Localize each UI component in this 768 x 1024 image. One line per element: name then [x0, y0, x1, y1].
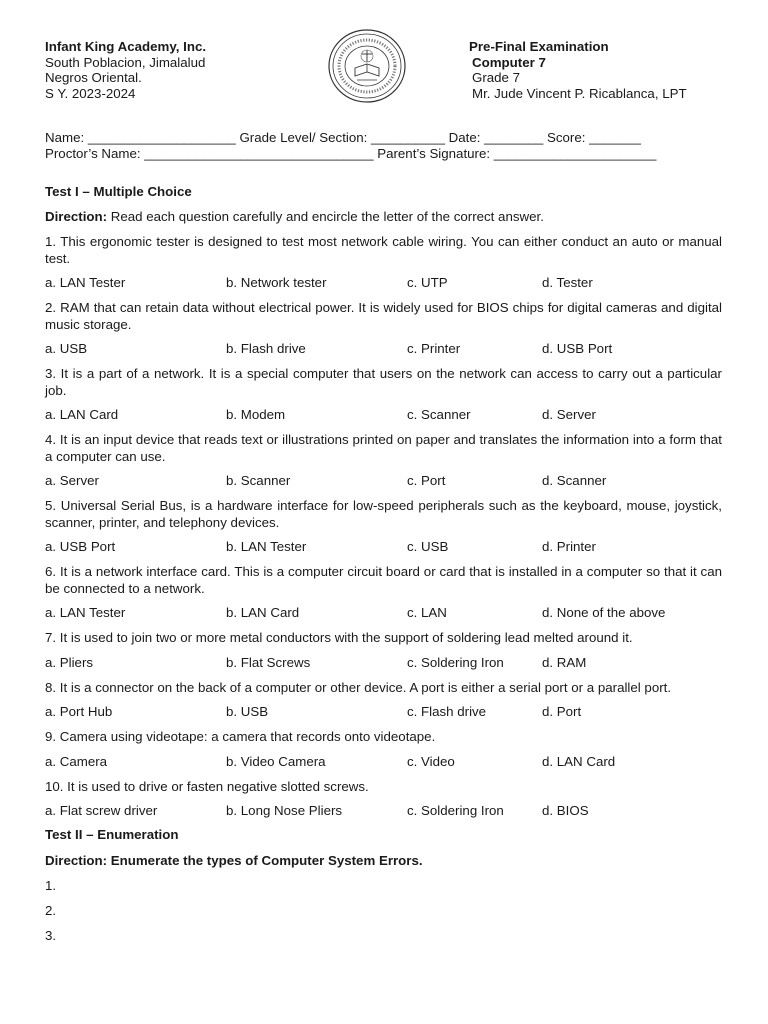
question-2-choices — [45, 341, 722, 357]
exam-grade: Grade 7 — [472, 70, 521, 85]
choice-d[interactable]: d. Server — [542, 407, 596, 422]
question-2: 2. RAM that can retain data without electrical power. It is widely used for BIOS chips for digital cameras and digital music storage. — [45, 300, 722, 332]
choice-c[interactable]: c. USB — [407, 539, 449, 554]
answer-line-3[interactable]: 3. — [45, 928, 57, 943]
exam-content — [45, 184, 722, 944]
question-7-choices — [45, 655, 722, 671]
choice-d[interactable]: d. LAN Card — [542, 753, 616, 769]
answer-line-1[interactable]: 1. — [45, 878, 57, 893]
question-10-choices — [45, 803, 722, 819]
choice-c[interactable]: c. UTP — [407, 275, 448, 290]
question-7: 7. It is used to join two or more metal conductors with the support of soldering lead melted around it. — [45, 630, 633, 645]
choice-b[interactable]: b. Video Camera — [226, 753, 326, 769]
choice-a[interactable]: a. LAN Tester — [45, 605, 126, 620]
test1-direction-text: Read each question carefully and encircle the letter of the correct answer. — [107, 209, 544, 224]
question-5: 5. Universal Serial Bus, is a hardware interface for low-speed peripherals such as the keyboard, mouse, joystick, scanner, printer, and telephony devices. — [45, 498, 722, 530]
choice-b[interactable]: b. Long Nose Pliers — [226, 803, 343, 818]
question-8-choices — [45, 704, 722, 720]
exam-subject: Computer 7 — [472, 54, 546, 70]
question-1-choices — [45, 275, 722, 291]
choice-b[interactable]: b. USB — [226, 704, 269, 719]
choice-a[interactable]: a. Pliers — [45, 654, 94, 670]
choice-a[interactable]: a. USB Port — [45, 539, 116, 554]
choice-d[interactable]: d. Port — [542, 704, 582, 719]
choice-c[interactable]: c. Video — [407, 753, 455, 769]
question-10: 10. It is used to drive or fasten negative slotted screws. — [45, 778, 369, 794]
choice-d[interactable]: d. Scanner — [542, 473, 607, 488]
choice-b[interactable]: b. Modem — [226, 407, 286, 422]
school-address-line1: South Poblacion, Jimalalud — [45, 54, 206, 70]
choice-a[interactable]: a. Server — [45, 473, 99, 488]
question-9-choices — [45, 754, 722, 770]
question-4: 4. It is an input device that reads text or illustrations printed on paper and translates the information into a form that a computer can use. — [45, 432, 722, 464]
choice-b[interactable]: b. Flash drive — [226, 341, 306, 356]
choice-c[interactable]: c. Soldering Iron — [407, 654, 504, 670]
choice-c[interactable]: c. Printer — [407, 341, 461, 356]
choice-b[interactable]: b. Flat Screws — [226, 654, 311, 670]
test2-title: Test II – Enumeration — [45, 827, 179, 842]
question-1: 1. This ergonomic tester is designed to test most network cable wiring. You can either conduct an auto or manual test. — [45, 234, 722, 266]
school-name: Infant King Academy, Inc. — [45, 39, 207, 54]
question-8: 8. It is a connector on the back of a computer or other device. A port is either a serial port or a parallel port. — [45, 679, 672, 695]
test1-direction-label: Direction: — [45, 209, 108, 224]
exam-title: Pre-Final Examination — [469, 39, 609, 54]
question-6-choices — [45, 605, 722, 621]
choice-a[interactable]: a. LAN Tester — [45, 275, 126, 290]
question-3: 3. It is a part of a network. It is a special computer that users on the network can access to carry out a particular job. — [45, 366, 722, 398]
test2-direction: Direction: Enumerate the types of Computer System Errors. — [45, 853, 423, 868]
choice-b[interactable]: b. LAN Tester — [226, 539, 307, 554]
choice-a[interactable]: a. Camera — [45, 753, 108, 769]
exam-teacher: Mr. Jude Vincent P. Ricablanca, LPT — [472, 85, 687, 101]
choice-a[interactable]: a. USB — [45, 341, 88, 356]
school-year: S Y. 2023-2024 — [45, 85, 136, 101]
school-header — [45, 39, 206, 101]
choice-d[interactable]: d. Tester — [542, 275, 593, 290]
choice-d[interactable]: d. None of the above — [542, 605, 666, 620]
student-info-line2[interactable]: Proctor’s Name: _______________________________ Parent’s Signature: ______________________ — [45, 146, 657, 161]
choice-d[interactable]: d. BIOS — [542, 803, 589, 818]
school-seal-icon — [327, 28, 407, 104]
question-4-choices — [45, 473, 722, 489]
choice-c[interactable]: c. Port — [407, 473, 446, 488]
answer-line-2[interactable]: 2. — [45, 903, 57, 918]
test1-title: Test I – Multiple Choice — [45, 184, 192, 199]
choice-b[interactable]: b. Scanner — [226, 473, 291, 488]
question-3-choices — [45, 407, 722, 423]
choice-a[interactable]: a. Flat screw driver — [45, 803, 158, 818]
choice-c[interactable]: c. Flash drive — [407, 704, 487, 719]
choice-c[interactable]: c. LAN — [407, 605, 447, 620]
choice-b[interactable]: b. LAN Card — [226, 605, 300, 620]
question-6: 6. It is a network interface card. This is a computer circuit board or card that is installed in a computer so that it can be connected to a network. — [45, 564, 722, 596]
student-info — [45, 130, 722, 162]
choice-a[interactable]: a. Port Hub — [45, 704, 113, 719]
choice-d[interactable]: d. RAM — [542, 654, 587, 670]
choice-d[interactable]: d. Printer — [542, 539, 596, 554]
question-5-choices — [45, 539, 722, 555]
choice-d[interactable]: d. USB Port — [542, 341, 613, 356]
choice-b[interactable]: b. Network tester — [226, 275, 327, 290]
student-info-line1[interactable]: Name: ____________________ Grade Level/ Section: __________ Date: ________ Score: _______ — [45, 130, 641, 145]
exam-header — [469, 39, 687, 101]
choice-c[interactable]: c. Soldering Iron — [407, 803, 504, 818]
school-address-line2: Negros Oriental. — [45, 70, 142, 85]
choice-c[interactable]: c. Scanner — [407, 407, 471, 422]
choice-a[interactable]: a. LAN Card — [45, 407, 119, 422]
test1-direction — [45, 209, 722, 225]
question-9: 9. Camera using videotape: a camera that records onto videotape. — [45, 729, 436, 744]
